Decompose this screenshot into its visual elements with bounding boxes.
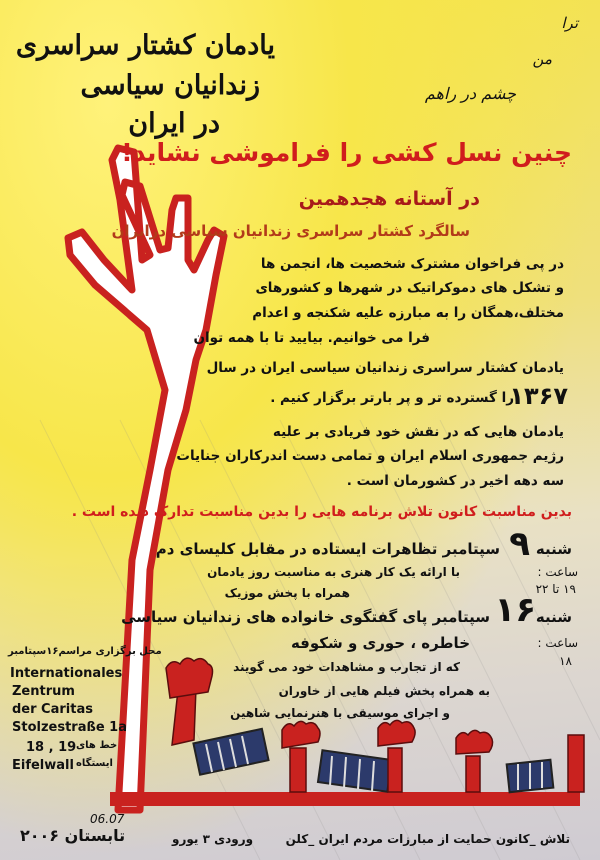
poster-title-line-2: زندانیان سیاسی bbox=[80, 70, 260, 101]
venue-heading: محل برگزاری مراسم۱۶سپتامبر bbox=[8, 646, 162, 657]
event1-title: سپتامبر تظاهرات ایستاده در مقابل کلیسای دم bbox=[155, 540, 500, 558]
event1-time-value: ۱۹ تا ۲۲ bbox=[535, 582, 576, 596]
body-line-6: را گسترده تر و پر بارتر برگزار کنیم . bbox=[270, 390, 514, 406]
poster-title-line-1: یادمان کشتار سراسری bbox=[15, 30, 275, 61]
event2-date: ۱۶ bbox=[494, 590, 536, 630]
body-line-3: مختلف،همگان را به مبارزه علیه شکنجه و اعدام bbox=[252, 305, 564, 321]
event2-title: سپتامبر پای گفتگوی خانواده های زندانیان سیاسی bbox=[121, 608, 490, 626]
body-line-7: یادمان هایی که در نقش خود فریادی بر علیه bbox=[272, 424, 564, 440]
body-line-4: فرا می خوانیم. بیایید تا با همه توان bbox=[193, 330, 430, 346]
body-line-2: و تشکل های دموکراتیک در شهرها و کشورهای bbox=[255, 280, 564, 296]
event2-time-value: ۱۸ bbox=[559, 654, 572, 668]
handwritten-line-3: چشم در راهم bbox=[424, 84, 516, 103]
body-line-9: سه دهه اخیر در کشورمان است . bbox=[346, 473, 564, 489]
poster-title-line-3: در ایران bbox=[128, 108, 220, 139]
subtitle-2: سالگرد کشتار سراسری زندانیان سیاسی درایران bbox=[111, 222, 470, 240]
venue-line-2: Zentrum bbox=[12, 684, 75, 699]
venue-line-5: Eifelwall bbox=[12, 758, 74, 773]
footer-entry: ورودی ۳ یورو bbox=[172, 832, 254, 846]
venue-line-4: Stolzestraße 1a bbox=[12, 720, 127, 735]
venue-station: ایستگاه bbox=[76, 758, 113, 769]
signature: 06.07 bbox=[90, 812, 125, 826]
event2-line-2: خاطره ، حوری و شکوفه bbox=[290, 634, 470, 652]
announcement: بدین مناسبت کانون تلاش برنامه هایی را بدین مناسبت تدارک دیده است . bbox=[71, 504, 572, 520]
event2-line-4: به همراه پخش فیلم هایی از خاوران bbox=[278, 684, 490, 698]
slogan: چنین نسل کشی را فراموشی نشاید! bbox=[121, 138, 572, 167]
body-line-1: در پی فراخوان مشترک شخصیت ها، انجمن ها bbox=[260, 256, 564, 272]
handwritten-line-1: ترا bbox=[561, 14, 578, 32]
event1-time-label: ساعت : bbox=[537, 565, 578, 579]
event1-date: ۹ bbox=[509, 524, 530, 564]
event2-line-3: که از تجارب و مشاهدات خود می گویند bbox=[233, 660, 460, 674]
event1-line-2: با ارائه یک کار هنری به مناسبت روز یادمان bbox=[207, 565, 460, 579]
footer-season: تابستان ۲۰۰۶ bbox=[20, 826, 126, 845]
prison-bars bbox=[193, 729, 553, 792]
event2-day: شنبه bbox=[535, 608, 572, 626]
venue-numbers: 18 , 19 bbox=[26, 740, 77, 755]
body-line-5: یادمان کشتار سراسری زندانیان سیاسی ایران در سال bbox=[206, 360, 564, 376]
event1-day: شنبه bbox=[535, 540, 572, 558]
venue-line-1: Internationales bbox=[10, 666, 123, 681]
body-line-8: رژیم جمهوری اسلام ایران و تمامی دست اندرکاران جنایات bbox=[176, 448, 564, 464]
footer-organizer: تلاش _کانون حمایت از مبارزات مردم ایران _کلن bbox=[285, 832, 570, 846]
venue-fa-lines: خط های bbox=[76, 740, 118, 751]
event2-time-label: ساعت : bbox=[537, 636, 578, 650]
venue-line-3: der Caritas bbox=[12, 702, 93, 717]
handwritten-line-2: من bbox=[532, 50, 552, 68]
subtitle-1: در آستانه هجدهمین bbox=[298, 188, 480, 210]
event2-line-5: و اجرای موسیقی با هنرنمایی شاهین bbox=[230, 706, 450, 720]
event1-line-3: همراه با پخش موزیک bbox=[224, 586, 350, 600]
year-1367: ۱۳۶۷ bbox=[509, 382, 568, 410]
